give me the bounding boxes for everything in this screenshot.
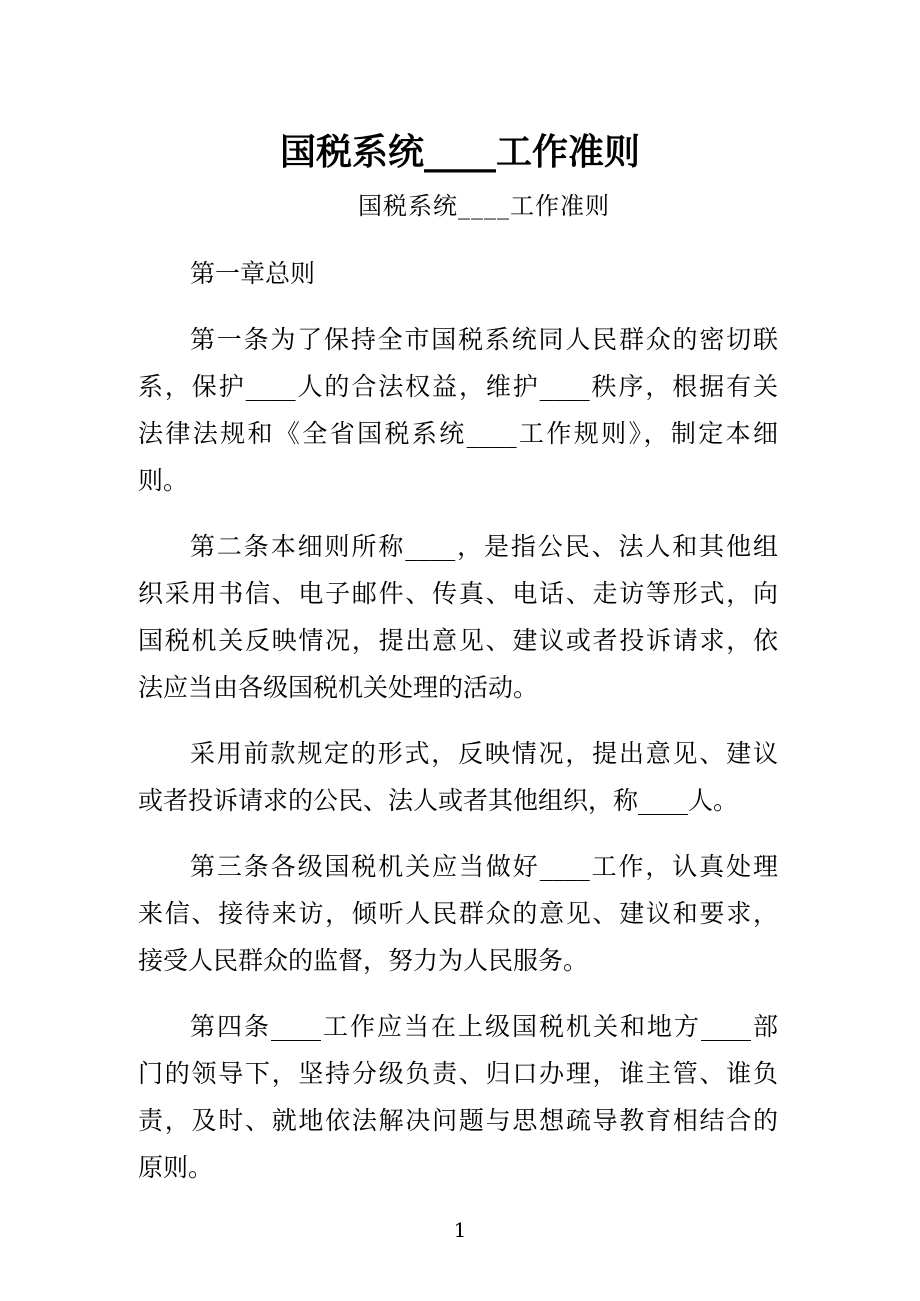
paragraph-line: 第一章总则: [190, 259, 316, 288]
paragraph: [138, 250, 778, 297]
paragraph-line: 第一条为了保持全市国税系统同人民群众的密切联: [190, 325, 778, 354]
paragraph-line: 接受人民群众的监督，努力为人民服务。: [138, 946, 589, 975]
paragraph-line: 法律法规和《全省国税系统____工作规则》，制定本细: [138, 419, 778, 448]
document-title: 国税系统____工作准则: [279, 132, 640, 173]
paragraph-line: 国税机关反映情况，提出意见、建议或者投诉请求，依: [138, 626, 778, 655]
paragraph: [138, 1003, 778, 1191]
paragraph-line: 原则。: [138, 1153, 214, 1182]
paragraph-line: 或者投诉请求的公民、法人或者其他组织，称____人。: [138, 786, 739, 815]
page-number: 1: [453, 1218, 467, 1242]
paragraph-line: 织采用书信、电子邮件、传真、电话、走访等形式，向: [138, 579, 778, 608]
paragraph-line: 则。: [138, 466, 189, 495]
paragraph: [138, 523, 778, 711]
paragraph-line: 门的领导下，坚持分级负责、归口办理，谁主管、谁负: [138, 1059, 778, 1088]
paragraph-line: 第二条本细则所称____，是指公民、法人和其他组: [190, 532, 778, 561]
paragraph-line: 法应当由各级国税机关处理的活动。: [138, 673, 539, 702]
document-subtitle: 国税系统____工作准则: [358, 192, 610, 220]
paragraph-line: 责，及时、就地依法解决问题与思想疏导教育相结合的: [138, 1106, 778, 1135]
paragraph: [138, 843, 778, 984]
paragraph-line: 第四条____工作应当在上级国税机关和地方____部: [190, 1012, 778, 1041]
paragraph: [138, 316, 778, 504]
paragraph: [138, 730, 778, 824]
paragraph-line: 系，保护____人的合法权益，维护____秩序，根据有关: [138, 372, 778, 401]
paragraph-line: 来信、接待来访，倾听人民群众的意见、建议和要求，: [138, 899, 778, 928]
paragraph-line: 采用前款规定的形式，反映情况，提出意见、建议: [190, 739, 778, 768]
paragraph-line: 第三条各级国税机关应当做好____工作，认真处理: [190, 852, 778, 881]
document-body: [138, 250, 778, 1210]
